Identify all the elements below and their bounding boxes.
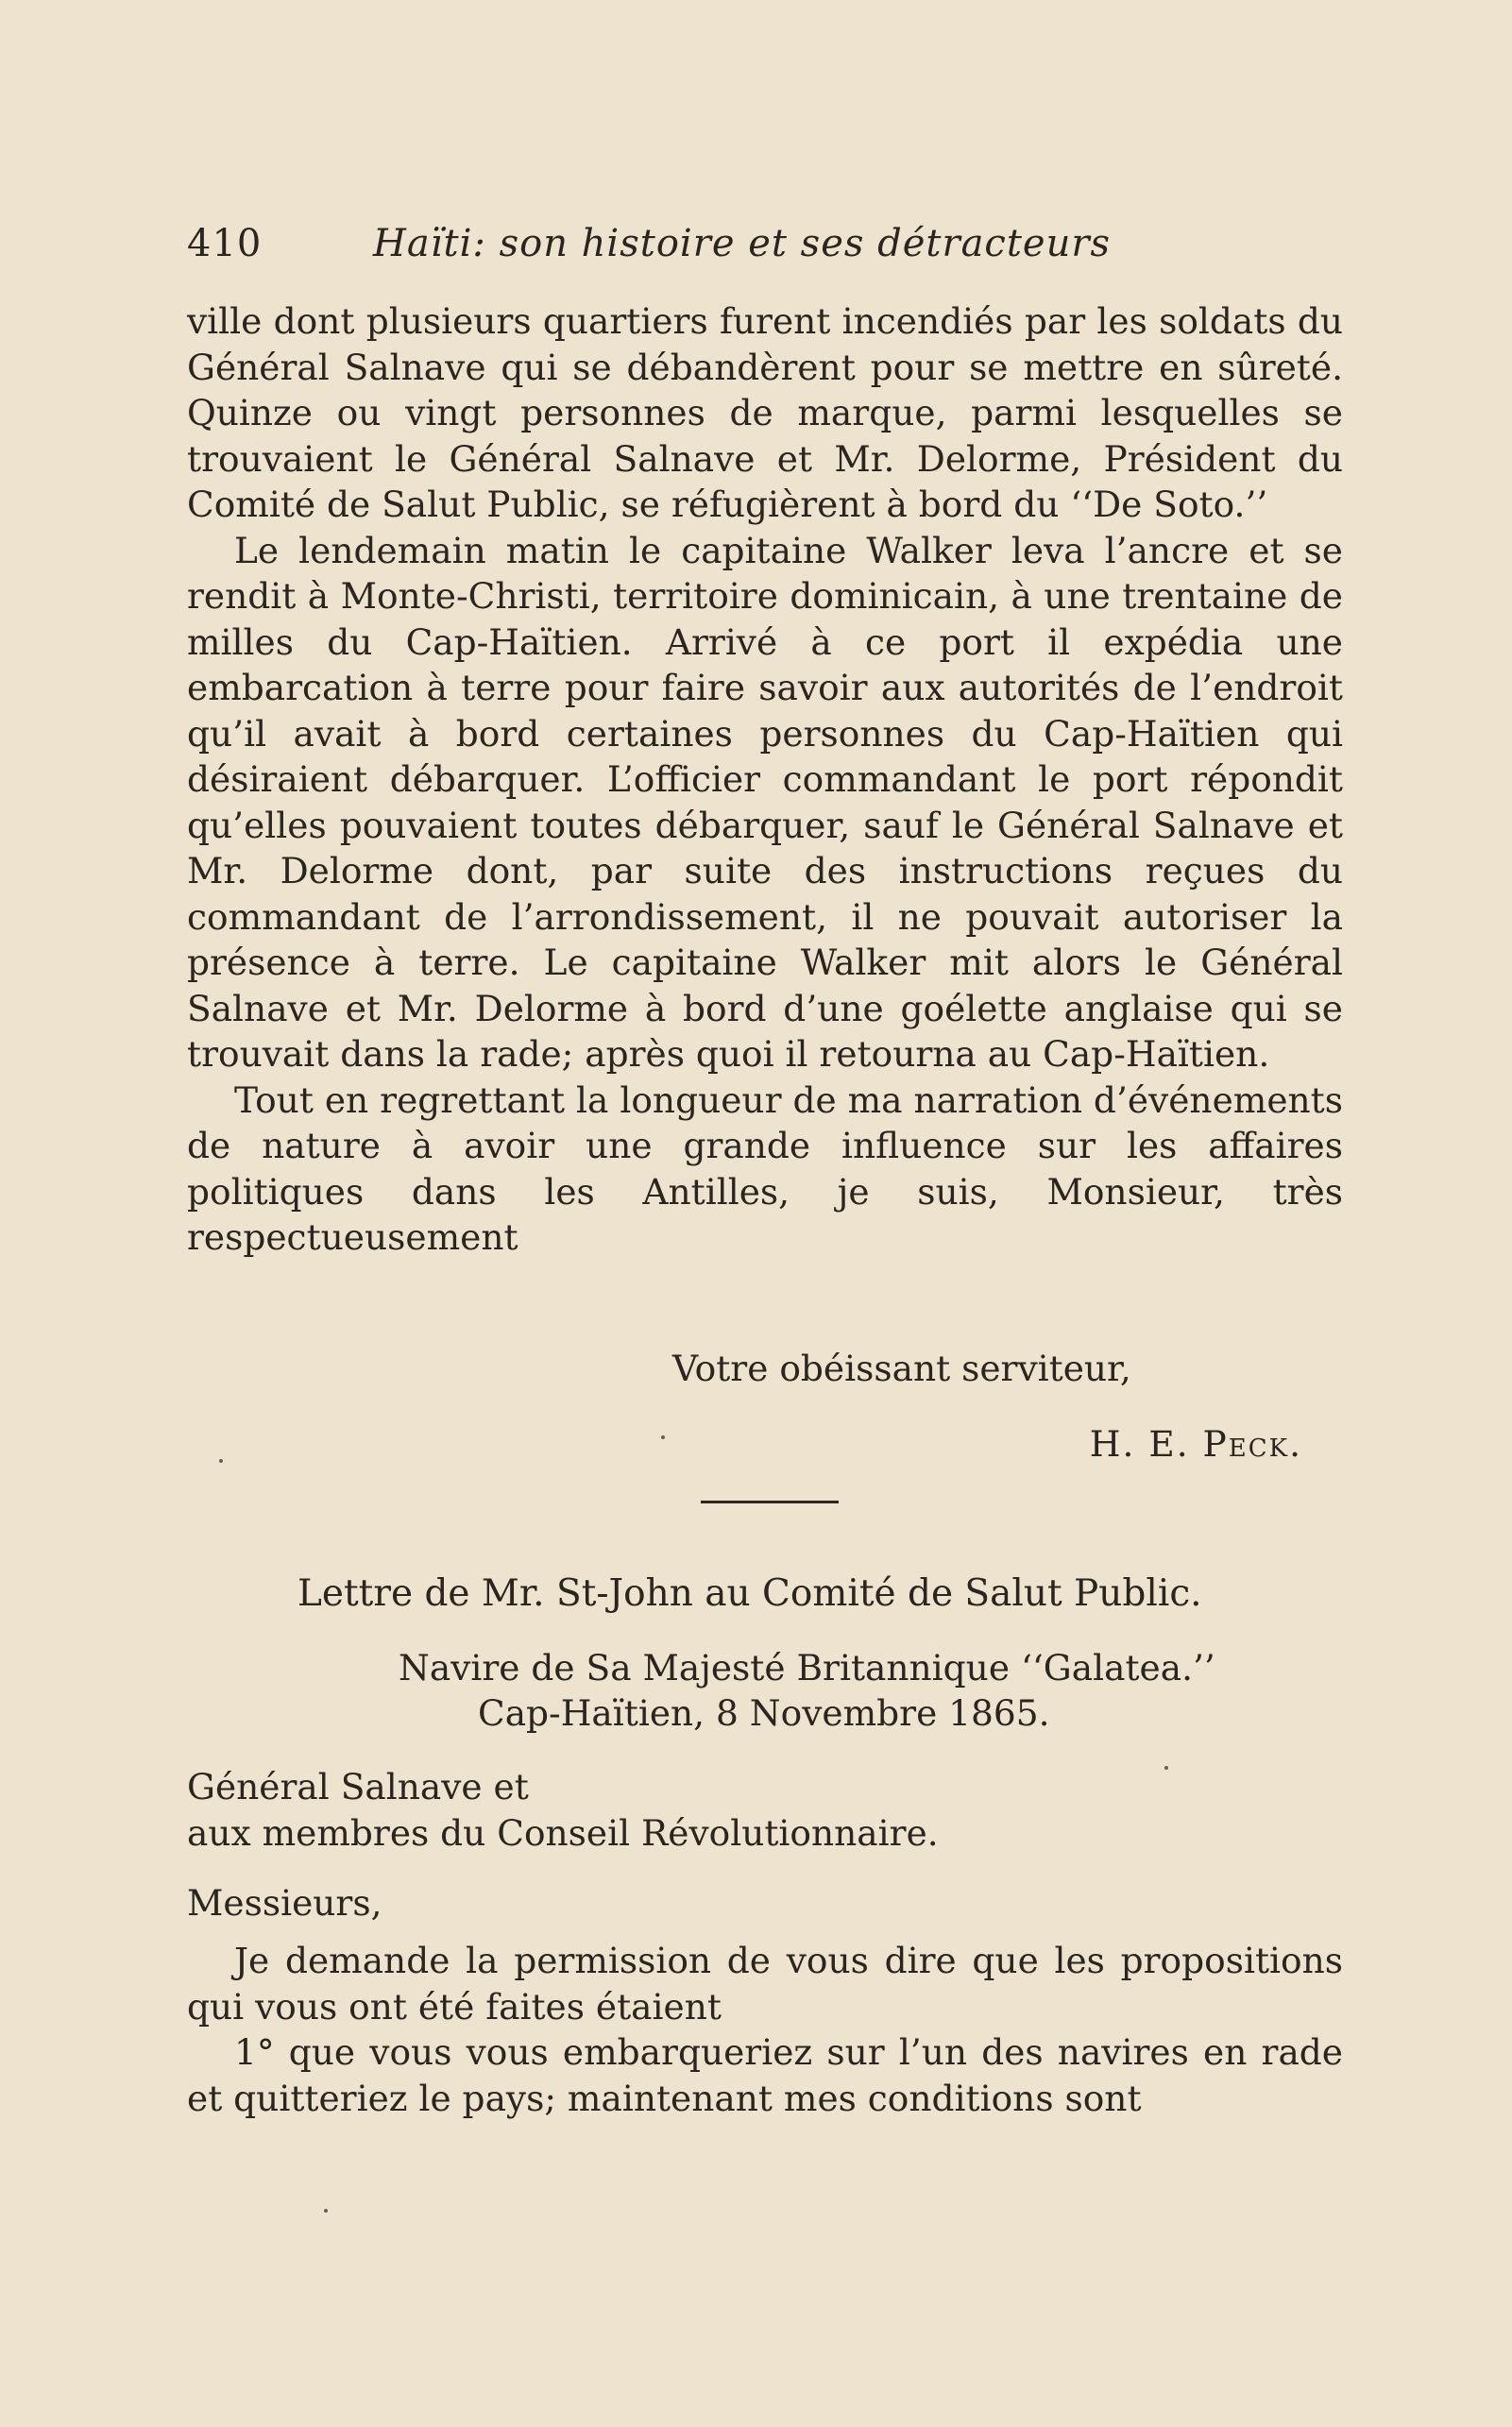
addressee-line: Général Salnave et bbox=[187, 1766, 529, 1808]
paragraph: Le lendemain matin le capitaine Walker leva l’ancre et se rendit à Monte-Christi, territoire dominicain, à une trentaine de milles du Cap-Haïtien. Arrivé à ce port il expédia une embarcation à terre pour faire savoir aux autorités de l’endroit qu’il avait à bord certaines personnes du Cap-Haïtien qui désiraient débarquer. L’officier commandant le port répondit qu’elles pouvaient toutes débarquer, sauf le Général Salnave et Mr. Delorme dont, par suite des instructions reçues du commandant de l’arrondissement, il ne pouvait autoriser la présence à terre. Le capitaine Walker mit alors le Général Salnave et Mr. Delorme à bord d’une goélette anglaise qui se trouvait dans la rade; après quoi il retourna au Cap-Haïtien. bbox=[187, 529, 1343, 1075]
page-number: 410 bbox=[187, 222, 263, 265]
dateline-place-date: Cap-Haïtien, 8 Novembre 1865. bbox=[478, 1692, 1050, 1734]
letter-dateline bbox=[399, 1645, 1305, 1736]
signature-initials: H. E. bbox=[1089, 1423, 1203, 1465]
signature bbox=[1090, 1423, 1302, 1465]
paragraph: Tout en regrettant la longueur de ma narration d’événements de nature à avoir une grande influence sur les affaires politiques dans les Antilles, je suis, Monsieur, très respectueusement bbox=[187, 1078, 1343, 1258]
section-divider bbox=[701, 1501, 839, 1503]
paper-speck bbox=[219, 1459, 223, 1463]
page-header bbox=[187, 222, 1349, 279]
paper-speck bbox=[661, 1435, 665, 1439]
letter-salutation: Messieurs, bbox=[187, 1882, 382, 1924]
paragraph: Je demande la permission de vous dire que les propositions qui vous ont été faites étaient bbox=[187, 1940, 1343, 2028]
dateline-ship: Navire de Sa Majesté Britannique ‘‘Galatea.’’ bbox=[399, 1647, 1215, 1689]
letter-addressee bbox=[187, 1764, 1226, 1857]
addressee-line: aux membres du Conseil Révolutionnaire. bbox=[187, 1812, 939, 1854]
paragraph: ville dont plusieurs quartiers furent incendiés par les soldats du Général Salnave qui se débandèrent pour se mettre en sûreté. Quinze ou vingt personnes de marque, parmi lesquelles se trouvaient le Général Salnave et Mr. Delorme, Président du Comité de Salut Public, se réfugièrent à bord du ‘‘De Soto.’’ bbox=[187, 300, 1343, 525]
letter-body bbox=[187, 1938, 1343, 2121]
paper-speck bbox=[324, 2209, 328, 2213]
letter-title: Lettre de Mr. St-John au Comité de Salut Public. bbox=[297, 1572, 1202, 1615]
running-title: Haïti: son histoire et ses détracteurs bbox=[373, 222, 1111, 265]
signature-name: Peck. bbox=[1202, 1423, 1302, 1465]
closing-formula: Votre obéissant serviteur, bbox=[672, 1348, 1131, 1389]
report-text bbox=[187, 298, 1343, 1261]
paragraph: 1° que vous vous embarqueriez sur l’un des navires en rade et quitteriez le pays; maintenant mes conditions sont bbox=[187, 2031, 1343, 2119]
paper-speck bbox=[1164, 1766, 1168, 1770]
